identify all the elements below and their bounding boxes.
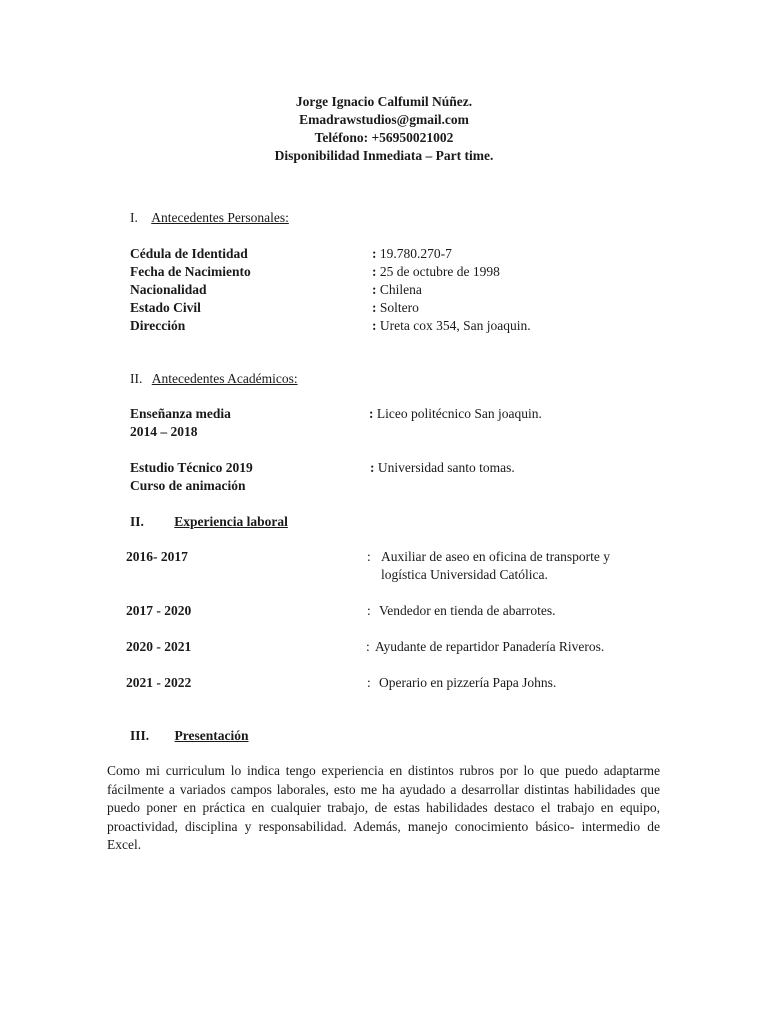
section-heading-personal bbox=[130, 210, 289, 226]
academic-value: : Liceo politécnico San joaquin. bbox=[369, 406, 542, 421]
cv-email: Emadrawstudios@gmail.com bbox=[299, 112, 469, 127]
personal-value: : Chilena bbox=[372, 282, 422, 297]
work-sep: : bbox=[366, 639, 370, 654]
personal-value: : Soltero bbox=[372, 300, 419, 315]
section-title: Antecedentes Personales: bbox=[151, 210, 289, 225]
personal-label: Estado Civil bbox=[130, 300, 201, 315]
work-sep: : bbox=[367, 549, 371, 564]
section-number: III. bbox=[130, 728, 150, 743]
work-description: Auxiliar de aseo en oficina de transporte y bbox=[381, 549, 611, 564]
work-description: Vendedor en tienda de abarrotes. bbox=[379, 603, 556, 618]
work-years: 2020 - 2021 bbox=[126, 639, 192, 654]
section-number: II. bbox=[130, 514, 144, 529]
section-heading-presentation bbox=[130, 728, 249, 744]
academic-course: Curso de animación bbox=[130, 478, 246, 493]
work-years: 2021 - 2022 bbox=[126, 675, 192, 690]
personal-label: Dirección bbox=[130, 318, 186, 333]
work-sep: : bbox=[367, 675, 371, 690]
section-number: I. bbox=[130, 210, 138, 225]
work-description-cont: logística Universidad Católica. bbox=[381, 567, 548, 582]
academic-value: : Universidad santo tomas. bbox=[370, 460, 515, 475]
work-years: 2016- 2017 bbox=[126, 549, 188, 564]
academic-years: 2014 – 2018 bbox=[130, 424, 198, 439]
work-years: 2017 - 2020 bbox=[126, 603, 192, 618]
personal-value: : 25 de octubre de 1998 bbox=[372, 264, 500, 279]
presentation-paragraph: Como mi curriculum lo indica tengo experiencia en distintos rubros por lo que puedo adaptarme fácilmente a variados campos laborales, esto me ha ayudado a desarrollar distintas habilidades que puedo poner en práctica en cualquier trabajo, de estas habilidades destaco el trabajo en equipo, proactividad, disciplina y responsabilidad. Además, manejo conocimiento básico- intermedio de Excel. bbox=[107, 763, 660, 852]
academic-label: Enseñanza media bbox=[130, 406, 231, 421]
personal-value: : Ureta cox 354, San joaquin. bbox=[372, 318, 531, 333]
personal-label: Cédula de Identidad bbox=[130, 246, 248, 261]
personal-label: Fecha de Nacimiento bbox=[130, 264, 251, 279]
work-sep: : bbox=[367, 603, 371, 618]
work-description: Ayudante de repartidor Panadería Riveros. bbox=[375, 639, 605, 654]
section-heading-work bbox=[130, 514, 288, 530]
section-title: Presentación bbox=[174, 728, 249, 743]
academic-label: Estudio Técnico 2019 bbox=[130, 460, 253, 475]
section-heading-academic bbox=[130, 371, 298, 387]
section-title: Antecedentes Académicos: bbox=[151, 371, 298, 386]
cv-availability: Disponibilidad Inmediata – Part time. bbox=[274, 148, 494, 163]
cv-phone: Teléfono: +56950021002 bbox=[314, 130, 454, 145]
work-description: Operario en pizzería Papa Johns. bbox=[379, 675, 557, 690]
cv-name: Jorge Ignacio Calfumil Núñez. bbox=[295, 94, 473, 109]
personal-label: Nacionalidad bbox=[130, 282, 207, 297]
personal-value: : 19.780.270-7 bbox=[372, 246, 452, 261]
section-title: Experiencia laboral bbox=[174, 514, 288, 529]
section-number: II. bbox=[130, 371, 143, 386]
